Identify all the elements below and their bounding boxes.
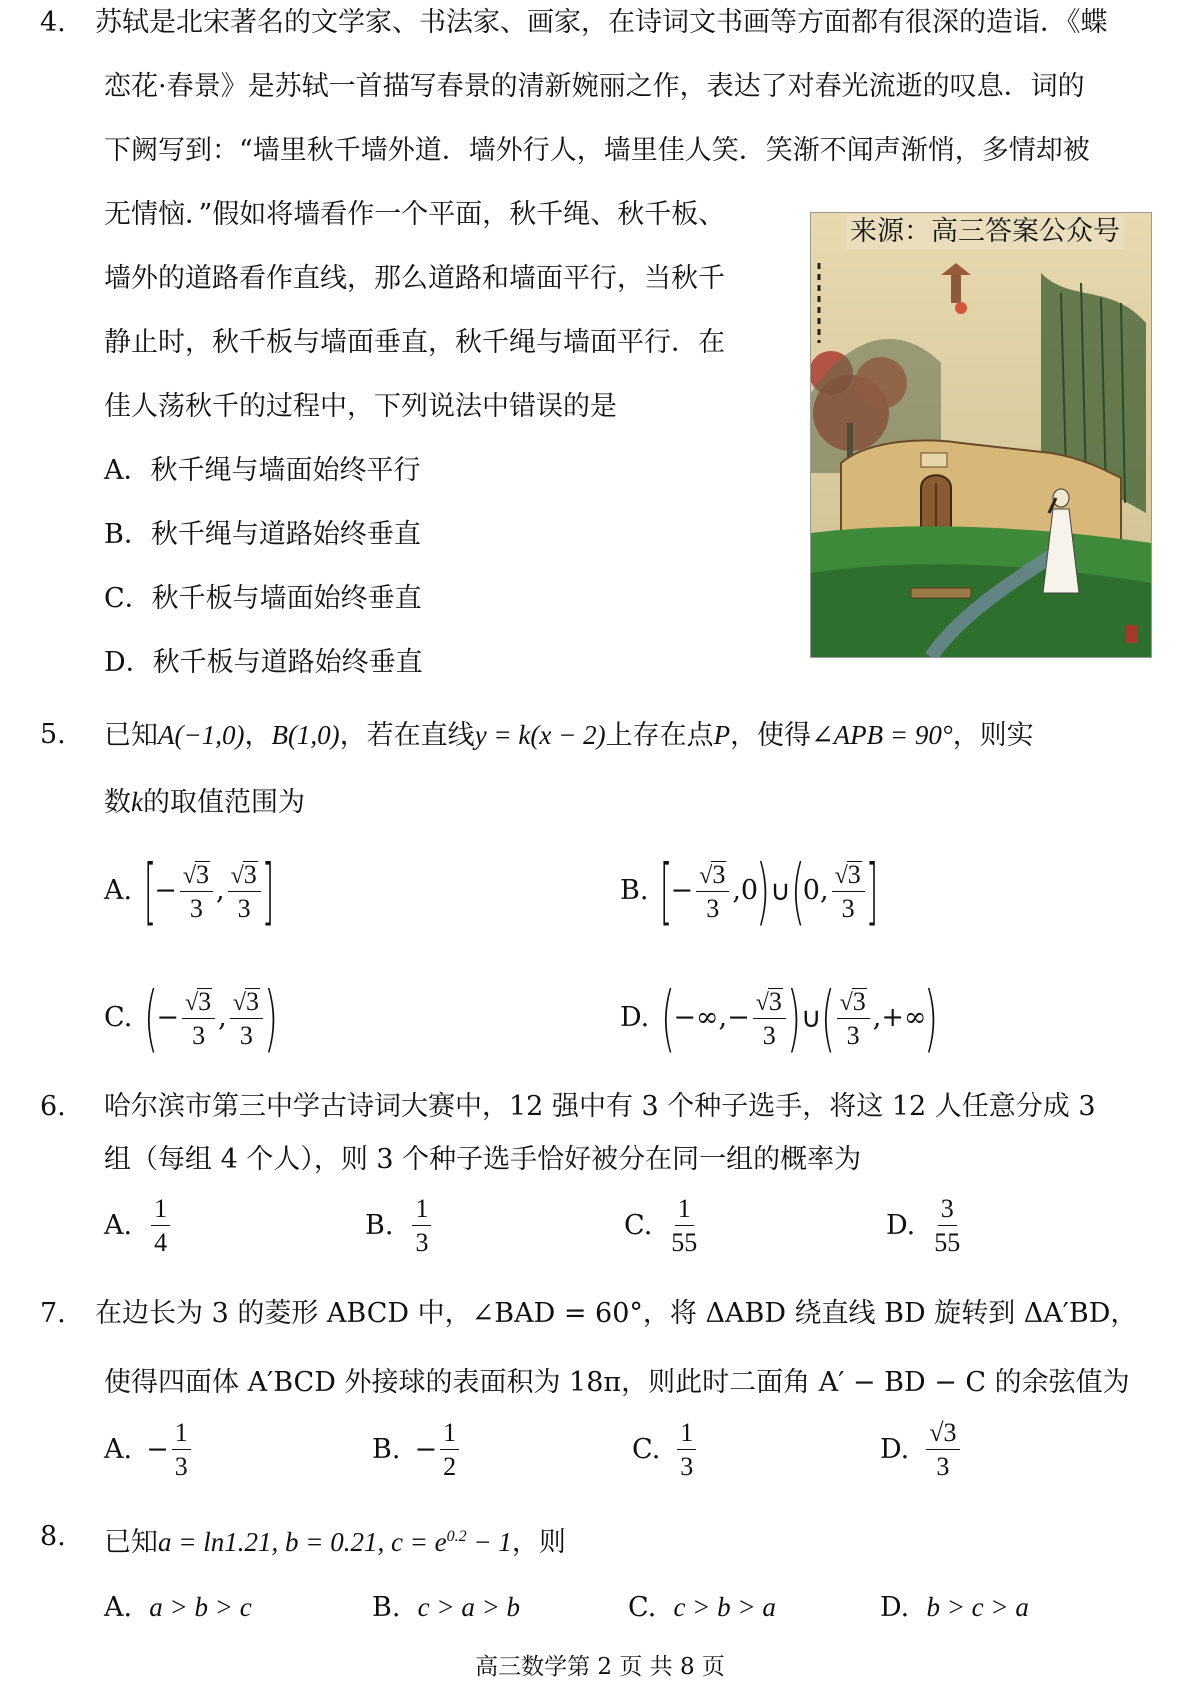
fraction: √ 3 3 [696, 861, 729, 922]
minus-sign: − [154, 875, 177, 906]
denominator: 3 [189, 893, 203, 923]
fraction [671, 1196, 697, 1256]
union-symbol: ∪ [800, 1001, 822, 1034]
q5-separator: ， [244, 720, 272, 751]
numerator: 1 [412, 1196, 431, 1226]
fraction: √ 3 3 [182, 988, 215, 1049]
option-label: C. [104, 1002, 133, 1033]
radicand: 3 [195, 859, 209, 889]
fraction: √ 3 3 [228, 861, 261, 922]
option-label: D. [620, 1002, 650, 1033]
q4-line-6: 静止时，秋千板与墙面垂直，秋千绳与墙面平行．在 [104, 327, 725, 358]
option-label: B. [372, 1434, 401, 1465]
point-b: B(1,0) [271, 720, 340, 750]
radicand: 3 [852, 986, 866, 1016]
q5-option-d [620, 976, 939, 1060]
fraction: √ 3 3 [837, 988, 870, 1049]
left-bracket: [ [143, 849, 157, 933]
option-label: C. [628, 1592, 657, 1623]
right-bracket: ] [261, 849, 275, 933]
question-8-number: 8. [40, 1521, 66, 1552]
option-label: A. [104, 875, 133, 906]
option-label: A. [104, 1434, 133, 1465]
denominator: 3 [936, 1452, 950, 1481]
q8-option-a [104, 1590, 252, 1625]
positive-infinity: ,+∞ [872, 1002, 927, 1033]
radicand: 3 [712, 859, 726, 889]
negative-infinity: −∞, [673, 1002, 728, 1033]
option-text: a > b > c [149, 1592, 252, 1622]
exponent: 0.2 [446, 1528, 467, 1545]
question-4-number: 4. [40, 7, 66, 38]
denominator: 3 [237, 893, 251, 923]
q8-option-d [880, 1590, 1029, 1625]
fraction [412, 1196, 431, 1256]
option-text: c > b > a [673, 1592, 776, 1622]
option-label: D. [880, 1434, 910, 1465]
angle-apb: ∠APB = 90° [811, 720, 953, 750]
denominator: 55 [671, 1228, 698, 1257]
denominator: 3 [762, 1020, 776, 1050]
q6-option-a [104, 1196, 173, 1256]
q6-option-d [886, 1196, 963, 1256]
numerator: √3 [926, 1420, 959, 1450]
denominator: 3 [192, 1020, 206, 1050]
option-text: c > a > b [417, 1592, 521, 1622]
q6-line-1: 哈尔滨市第三中学古诗词大赛中，12 强中有 3 个种子选手，将这 12 人任意分成 3 [104, 1091, 1096, 1122]
denominator: 3 [174, 1452, 188, 1481]
q5-text: ，若在直线 [339, 720, 475, 751]
option-label: A. [104, 1210, 133, 1241]
q4-line-2: 恋花·春景》是苏轼一首描写春景的清新婉丽之作，表达了对春光流逝的叹息．词的 [104, 71, 1085, 102]
question-6-number: 6. [40, 1091, 66, 1122]
q4-line-5: 墙外的道路看作直线，那么道路和墙面平行，当秋千 [104, 263, 725, 294]
denominator: 3 [706, 893, 720, 923]
fraction [440, 1420, 459, 1480]
radicand: 3 [245, 986, 259, 1016]
fraction [677, 1420, 696, 1480]
right-paren: ) [263, 976, 279, 1060]
comma: , [215, 875, 225, 906]
radicand: 3 [243, 859, 257, 889]
comma: , [732, 875, 741, 906]
line-equation: y = k(x − 2) [474, 720, 606, 750]
numerator: 1 [172, 1420, 191, 1450]
q4-option-c: C．秋千板与墙面始终垂直 [104, 583, 422, 614]
union-symbol: ∪ [770, 874, 791, 907]
numerator: 1 [151, 1196, 170, 1226]
zero: 0 [802, 875, 820, 906]
numerator: 1 [677, 1420, 696, 1450]
q5-option-c [104, 976, 279, 1060]
q6-option-b [365, 1196, 434, 1256]
fraction [926, 1420, 959, 1480]
sign: − [414, 1434, 438, 1465]
q8-option-c [628, 1590, 776, 1625]
q5-text: 已知 [104, 720, 158, 751]
fraction [172, 1420, 191, 1480]
denominator: 3 [239, 1020, 253, 1050]
q5-text: ，则实 [952, 720, 1034, 751]
fraction: √ 3 3 [230, 988, 263, 1049]
left-paren: ( [144, 976, 159, 1060]
q7-option-b [372, 1420, 462, 1480]
denominator: 3 [415, 1228, 429, 1257]
radicand: 3 [768, 986, 782, 1016]
minus-sign: − [156, 1002, 179, 1033]
q5-stem-line-1 [104, 718, 1034, 753]
q8-text: 已知 [104, 1527, 158, 1558]
q8-stem [104, 1520, 566, 1560]
denominator: 3 [846, 1020, 860, 1050]
option-label: B. [372, 1592, 401, 1623]
option-label: B. [620, 875, 649, 906]
left-paren: ( [790, 849, 805, 933]
numerator: 3 [938, 1196, 957, 1226]
numerator: 1 [675, 1196, 694, 1226]
right-paren: ) [756, 849, 771, 933]
zero: 0 [740, 875, 759, 906]
option-label: C. [632, 1434, 661, 1465]
fraction [934, 1196, 960, 1256]
fraction: √ 3 3 [832, 861, 865, 922]
left-bracket: [ [660, 849, 673, 933]
right-paren: ) [924, 976, 939, 1060]
q6-option-c [624, 1196, 700, 1256]
denominator: 55 [934, 1228, 961, 1257]
numerator: 1 [440, 1420, 459, 1450]
option-text: b > c > a [926, 1592, 1029, 1622]
point-p: P [713, 720, 731, 750]
page-footer: 高三数学第 2 页 共 8 页 [475, 1654, 725, 1680]
point-a: A(−1,0) [158, 720, 245, 750]
q5-text: ，使得 [730, 720, 812, 751]
denominator: 2 [443, 1452, 457, 1481]
radicand: 3 [847, 859, 861, 889]
right-paren: ) [786, 976, 801, 1060]
question-7-number: 7. [40, 1298, 66, 1329]
q8-expression-tail: − 1 [466, 1527, 512, 1557]
denominator: 3 [680, 1452, 694, 1481]
q5-text: 上存在点 [605, 720, 714, 751]
fraction: √ 3 3 [753, 988, 786, 1049]
q4-line-7: 佳人荡秋千的过程中，下列说法中错误的是 [104, 391, 617, 422]
q5-stem-line-2 [104, 785, 305, 820]
fraction: √ 3 3 [180, 861, 213, 922]
denominator: 4 [154, 1228, 168, 1257]
fraction [151, 1196, 170, 1256]
q5-text: 的取值范围为 [142, 787, 305, 818]
option-label: D. [880, 1592, 910, 1623]
su-shi-painting-image [810, 212, 1152, 658]
option-label: A. [104, 1592, 133, 1623]
q8-text: ，则 [511, 1527, 566, 1558]
denominator: 3 [841, 893, 855, 923]
comma: , [819, 875, 829, 906]
q7-option-d [880, 1420, 963, 1480]
right-bracket: ] [865, 849, 879, 933]
question-5-number: 5. [40, 719, 66, 750]
q5-option-b [620, 849, 879, 933]
q8-option-b [372, 1590, 520, 1625]
option-label: C. [624, 1210, 653, 1241]
sign: − [146, 1434, 169, 1465]
q4-option-d: D．秋千板与道路始终垂直 [104, 647, 423, 678]
q4-line-4: 无情恼．”假如将墙看作一个平面，秋千绳、秋千板、 [104, 199, 726, 230]
minus-sign: − [727, 1002, 750, 1033]
minus-sign: − [670, 875, 694, 906]
radicand: 3 [198, 986, 212, 1016]
q8-expression: a = ln1.21, b = 0.21, c = e [158, 1527, 447, 1557]
image-caption: 来源：高三答案公众号 [846, 215, 1124, 249]
q6-line-2: 组（每组 4 个人），则 3 个种子选手恰好被分在同一组的概率为 [104, 1144, 862, 1175]
left-paren: ( [821, 976, 836, 1060]
q7-option-c [632, 1420, 699, 1480]
left-paren: ( [661, 976, 676, 1060]
q7-line-2: 使得四面体 A′BCD 外接球的表面积为 18π，则此时二面角 A′ − BD − C 的余弦值为 [104, 1367, 1130, 1398]
q5-option-a [104, 849, 275, 933]
q5-text: 数 [104, 787, 131, 818]
q4-option-b: B．秋千绳与道路始终垂直 [104, 519, 421, 550]
option-label: B. [365, 1210, 394, 1241]
q4-option-a: A．秋千绳与墙面始终平行 [104, 455, 421, 486]
q7-line-1: 在边长为 3 的菱形 ABCD 中，∠BAD = 60°，将 ΔABD 绕直线 BD 旋转到 ΔA′BD， [95, 1298, 1138, 1329]
q4-line-3: 下阙写到：“墙里秋千墙外道．墙外行人，墙里佳人笑．笑渐不闻声渐悄，多情却被 [104, 135, 1090, 166]
comma: , [218, 1002, 227, 1033]
q4-line-1: 苏轼是北宋著名的文学家、书法家、画家，在诗词文书画等方面都有很深的造诣．《蝶 [95, 7, 1108, 38]
q7-option-a [104, 1420, 194, 1480]
option-label: D. [886, 1210, 916, 1241]
k-variable: k [131, 787, 143, 817]
